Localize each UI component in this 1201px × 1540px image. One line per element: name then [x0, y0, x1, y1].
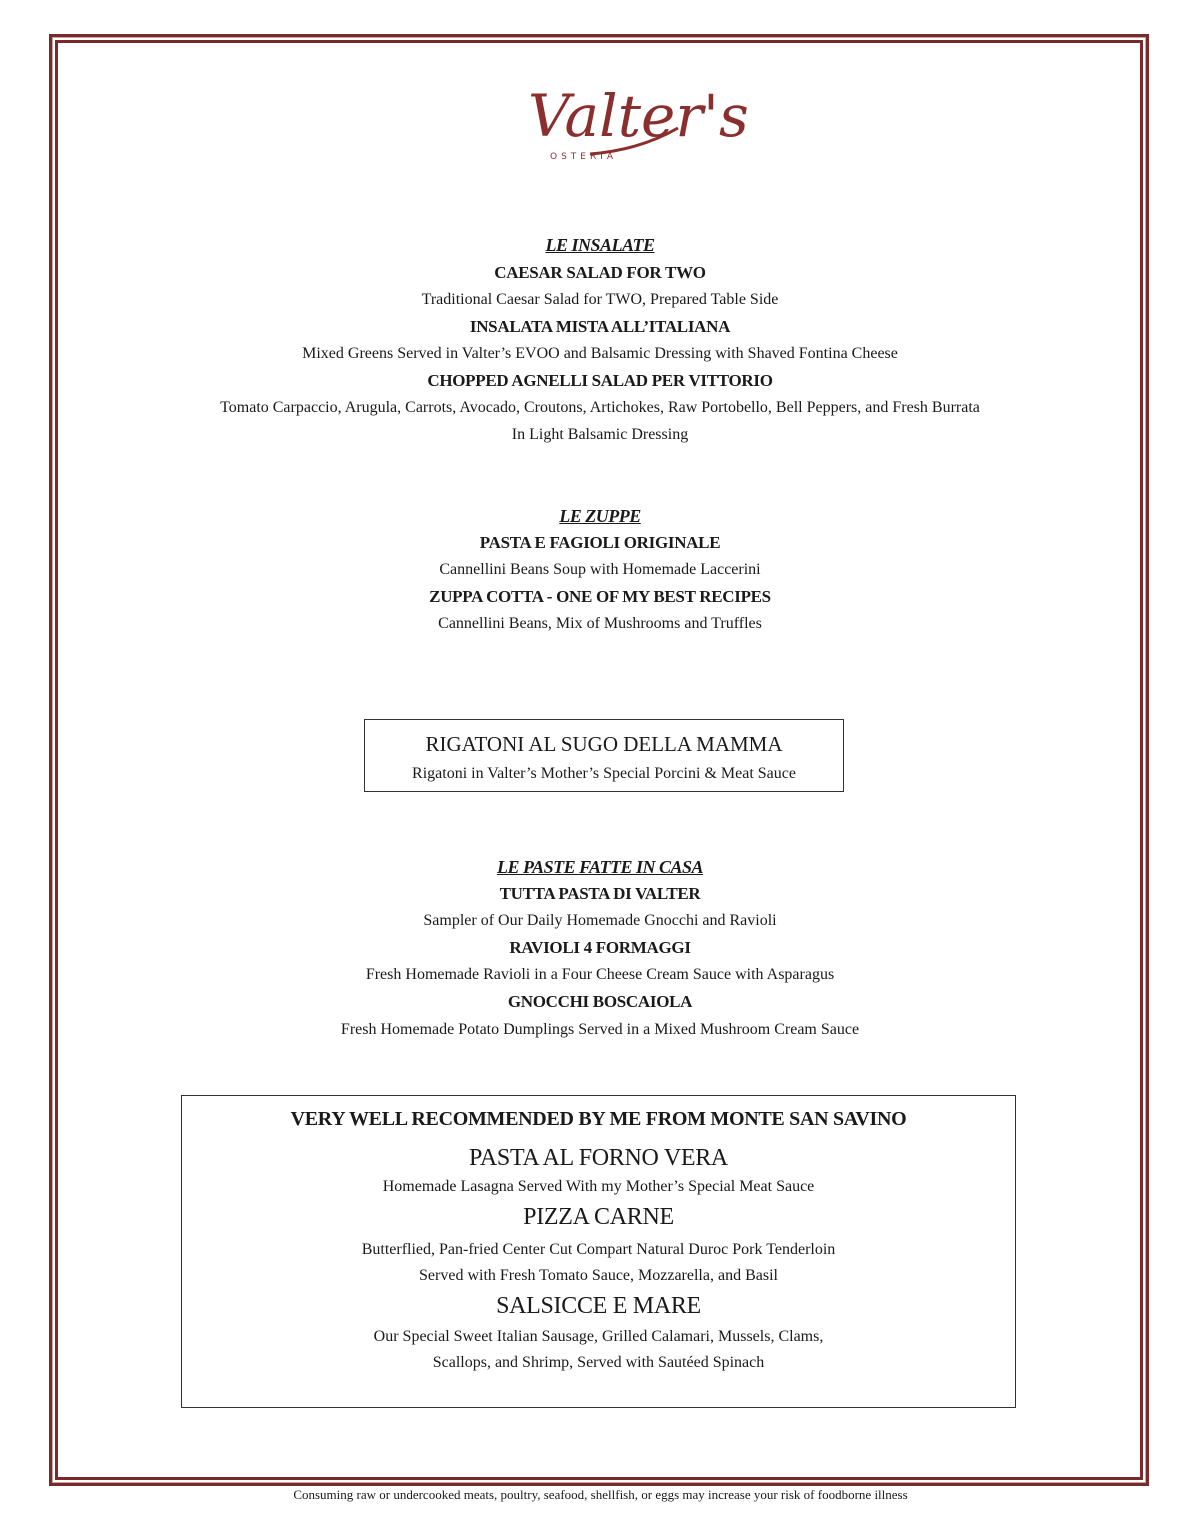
- item-zuppa-cotta-desc: Cannellini Beans, Mix of Mushrooms and Truffles: [438, 615, 762, 632]
- item-caesar-name: CAESAR SALAD FOR TWO: [494, 263, 706, 282]
- dish-pizza-carne-desc-1: Butterflied, Pan-fried Center Cut Compart Natural Duroc Pork Tenderloin: [361, 1241, 836, 1258]
- item-agnelli-desc-1: Tomato Carpaccio, Arugula, Carrots, Avocado, Croutons, Artichokes, Raw Portobello, Bell Peppers, and Fresh Burrata: [220, 399, 980, 416]
- dish-salsicce-desc-2: Scallops, and Shrimp, Served with Sautéed Spinach: [432, 1354, 765, 1371]
- item-insalata-mista-desc: Mixed Greens Served in Valter’s EVOO and Balsamic Dressing with Shaved Fontina Cheese: [302, 345, 898, 362]
- recommended-box: [181, 1095, 1016, 1408]
- item-ravioli-name: RAVIOLI 4 FORMAGGI: [509, 938, 691, 957]
- item-agnelli-name: CHOPPED AGNELLI SALAD PER VITTORIO: [427, 371, 773, 390]
- special-box: [364, 719, 844, 792]
- item-tutta-pasta-name: TUTTA PASTA DI VALTER: [499, 884, 701, 903]
- item-fagioli-name: PASTA E FAGIOLI ORIGINALE: [479, 533, 721, 552]
- section-title-zuppe: LE ZUPPE: [559, 506, 641, 526]
- dish-salsicce-name: SALSICCE E MARE: [496, 1293, 701, 1319]
- special-name: RIGATONI AL SUGO DELLA MAMMA: [425, 732, 783, 756]
- food-safety-disclaimer: Consuming raw or undercooked meats, poultry, seafood, shellfish, or eggs may increase your risk of foodborne illness: [293, 1487, 908, 1502]
- dish-pizza-carne-desc-2: Served with Fresh Tomato Sauce, Mozzarella, and Basil: [419, 1267, 778, 1284]
- special-desc: Rigatoni in Valter’s Mother’s Special Porcini & Meat Sauce: [412, 765, 796, 782]
- dish-pizza-carne-name: PIZZA CARNE: [523, 1204, 674, 1230]
- dish-salsicce-desc-1: Our Special Sweet Italian Sausage, Grilled Calamari, Mussels, Clams,: [373, 1328, 824, 1345]
- logo-wordmark: Valter's: [528, 82, 749, 150]
- recommended-title: VERY WELL RECOMMENDED BY ME FROM MONTE SAN SAVINO: [290, 1108, 907, 1130]
- section-title-paste: LE PASTE FATTE IN CASA: [496, 857, 704, 877]
- dish-pasta-forno-desc: Homemade Lasagna Served With my Mother’s Special Meat Sauce: [382, 1178, 815, 1195]
- item-gnocchi-desc: Fresh Homemade Potato Dumplings Served in a Mixed Mushroom Cream Sauce: [340, 1021, 860, 1038]
- item-caesar-desc: Traditional Caesar Salad for TWO, Prepared Table Side: [421, 291, 779, 308]
- item-ravioli-desc: Fresh Homemade Ravioli in a Four Cheese Cream Sauce with Asparagus: [365, 966, 835, 983]
- item-insalata-mista-name: INSALATA MISTA ALL’ITALIANA: [469, 317, 731, 336]
- valters-logo: [520, 58, 749, 168]
- item-tutta-pasta-desc: Sampler of Our Daily Homemade Gnocchi and Ravioli: [423, 912, 777, 929]
- item-gnocchi-name: GNOCCHI BOSCAIOLA: [507, 992, 693, 1011]
- item-agnelli-desc-2: In Light Balsamic Dressing: [511, 426, 689, 443]
- item-fagioli-desc: Cannellini Beans Soup with Homemade Laccerini: [439, 561, 761, 578]
- item-zuppa-cotta-name: ZUPPA COTTA - ONE OF MY BEST RECIPES: [429, 587, 771, 606]
- logo-subtitle: OSTERIA: [550, 152, 618, 162]
- section-title-insalate: LE INSALATE: [545, 235, 655, 255]
- dish-pasta-forno-name: PASTA AL FORNO VERA: [469, 1145, 728, 1171]
